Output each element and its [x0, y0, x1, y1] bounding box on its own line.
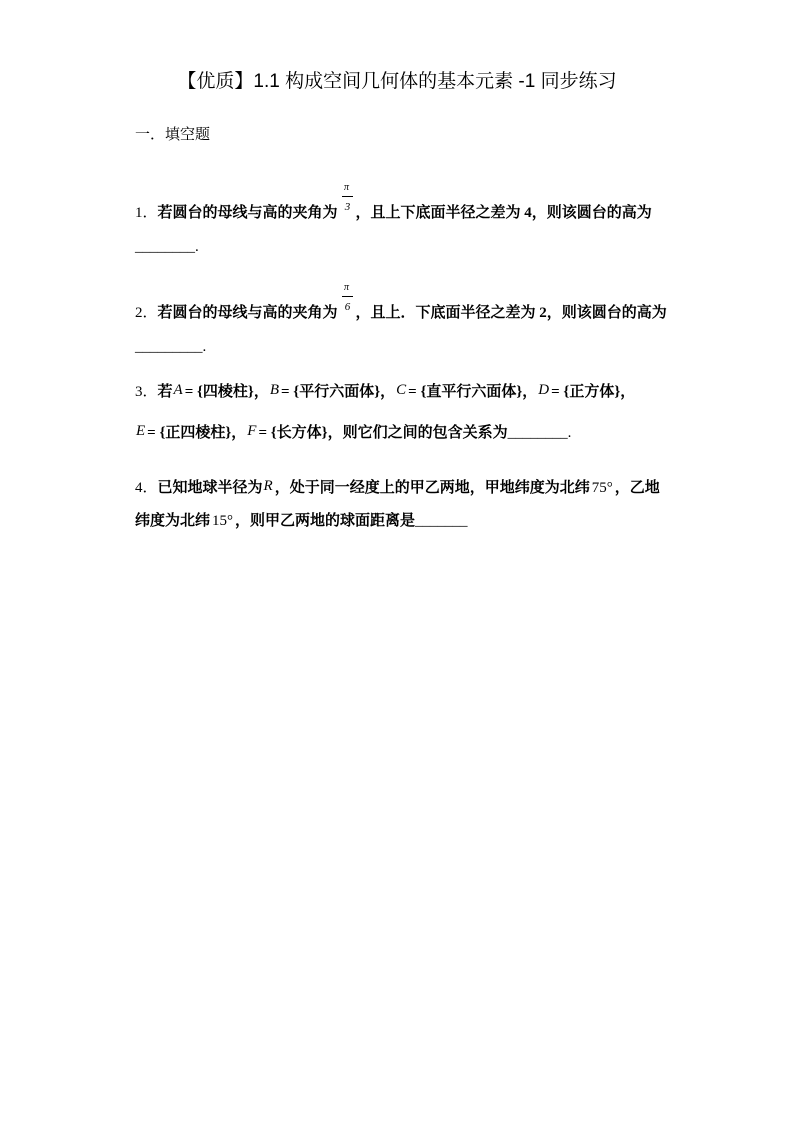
question-1-line-1: [135, 182, 652, 222]
set-variable-b: B: [269, 382, 279, 398]
question-2-end: .: [202, 339, 207, 355]
question-2-text-before: 若圆台的母线与高的夹角为: [157, 305, 338, 321]
section-heading: 一．填空题: [135, 127, 211, 143]
set-variable-c: C: [396, 382, 407, 398]
question-4-text-after: ，则甲乙两地的球面距离是: [235, 513, 416, 529]
question-3-line-1: [135, 383, 635, 401]
set-variable-a: A: [173, 382, 183, 398]
question-3-end: .: [567, 425, 572, 441]
set-variable-f: F: [247, 423, 257, 439]
set-definition-a: = {四棱柱}，: [184, 384, 269, 400]
question-4-text-before: 已知地球半径为: [157, 480, 263, 496]
question-4-number: 4．: [135, 480, 158, 496]
set-definition-c: = {直平行六面体}，: [408, 384, 538, 400]
set-definition-d: = {正方体}，: [551, 384, 636, 400]
question-3-intro: 若: [157, 384, 173, 400]
question-1-text-after: ，且上下底面半径之差为 4，则该圆台的高为: [355, 205, 652, 221]
radius-variable: R: [263, 478, 273, 494]
answer-blank: _______: [415, 513, 468, 529]
fraction-numerator: π: [344, 182, 350, 193]
question-2-line-1: [135, 282, 667, 322]
set-definition-f: = {长方体}，: [258, 425, 343, 441]
question-1-line-2: [135, 238, 199, 256]
set-variable-e: E: [136, 423, 146, 439]
answer-blank: ________: [135, 239, 195, 255]
question-4-line-2-start: 纬度为北纬: [135, 513, 211, 529]
fraction-denominator: 3: [344, 201, 351, 213]
question-4-line-2: [135, 512, 468, 530]
question-4-text-mid: ，处于同一经度上的甲乙两地，甲地纬度为北纬: [274, 480, 590, 496]
question-4-line-1-end: ，乙地: [614, 480, 660, 496]
question-3-number: 3．: [135, 384, 158, 400]
answer-blank: _________: [135, 339, 203, 355]
answer-blank: ________: [507, 425, 568, 441]
question-1-end: .: [195, 239, 199, 255]
question-4-line-1: [135, 479, 660, 497]
page-title: 【优质】1.1 构成空间几何体的基本元素 -1 同步练习: [177, 71, 617, 92]
fraction-denominator: 6: [344, 301, 351, 313]
question-1-fraction: [340, 182, 354, 222]
latitude-1-value: 75°: [591, 480, 613, 496]
fraction-bar: [342, 296, 353, 297]
question-1-text-before: 若圆台的母线与高的夹角为: [157, 205, 338, 221]
question-3-line-2: [135, 424, 571, 442]
fraction-numerator: π: [344, 282, 350, 293]
question-2-line-2: [135, 338, 206, 356]
question-2-number: 2．: [135, 305, 158, 321]
set-definition-b: = {平行六面体}，: [281, 384, 396, 400]
question-3-text-after: 则它们之间的包含关系为: [342, 425, 508, 441]
question-2-text-after: ，且上．下底面半径之差为 2，则该圆台的高为: [355, 305, 667, 321]
question-1-number: 1．: [135, 205, 158, 221]
set-definition-e: = {正四棱柱}，: [147, 425, 247, 441]
question-2-fraction: [340, 282, 354, 322]
set-variable-d: D: [538, 382, 550, 398]
fraction-bar: [342, 196, 353, 197]
latitude-2-value: 15°: [212, 513, 234, 529]
